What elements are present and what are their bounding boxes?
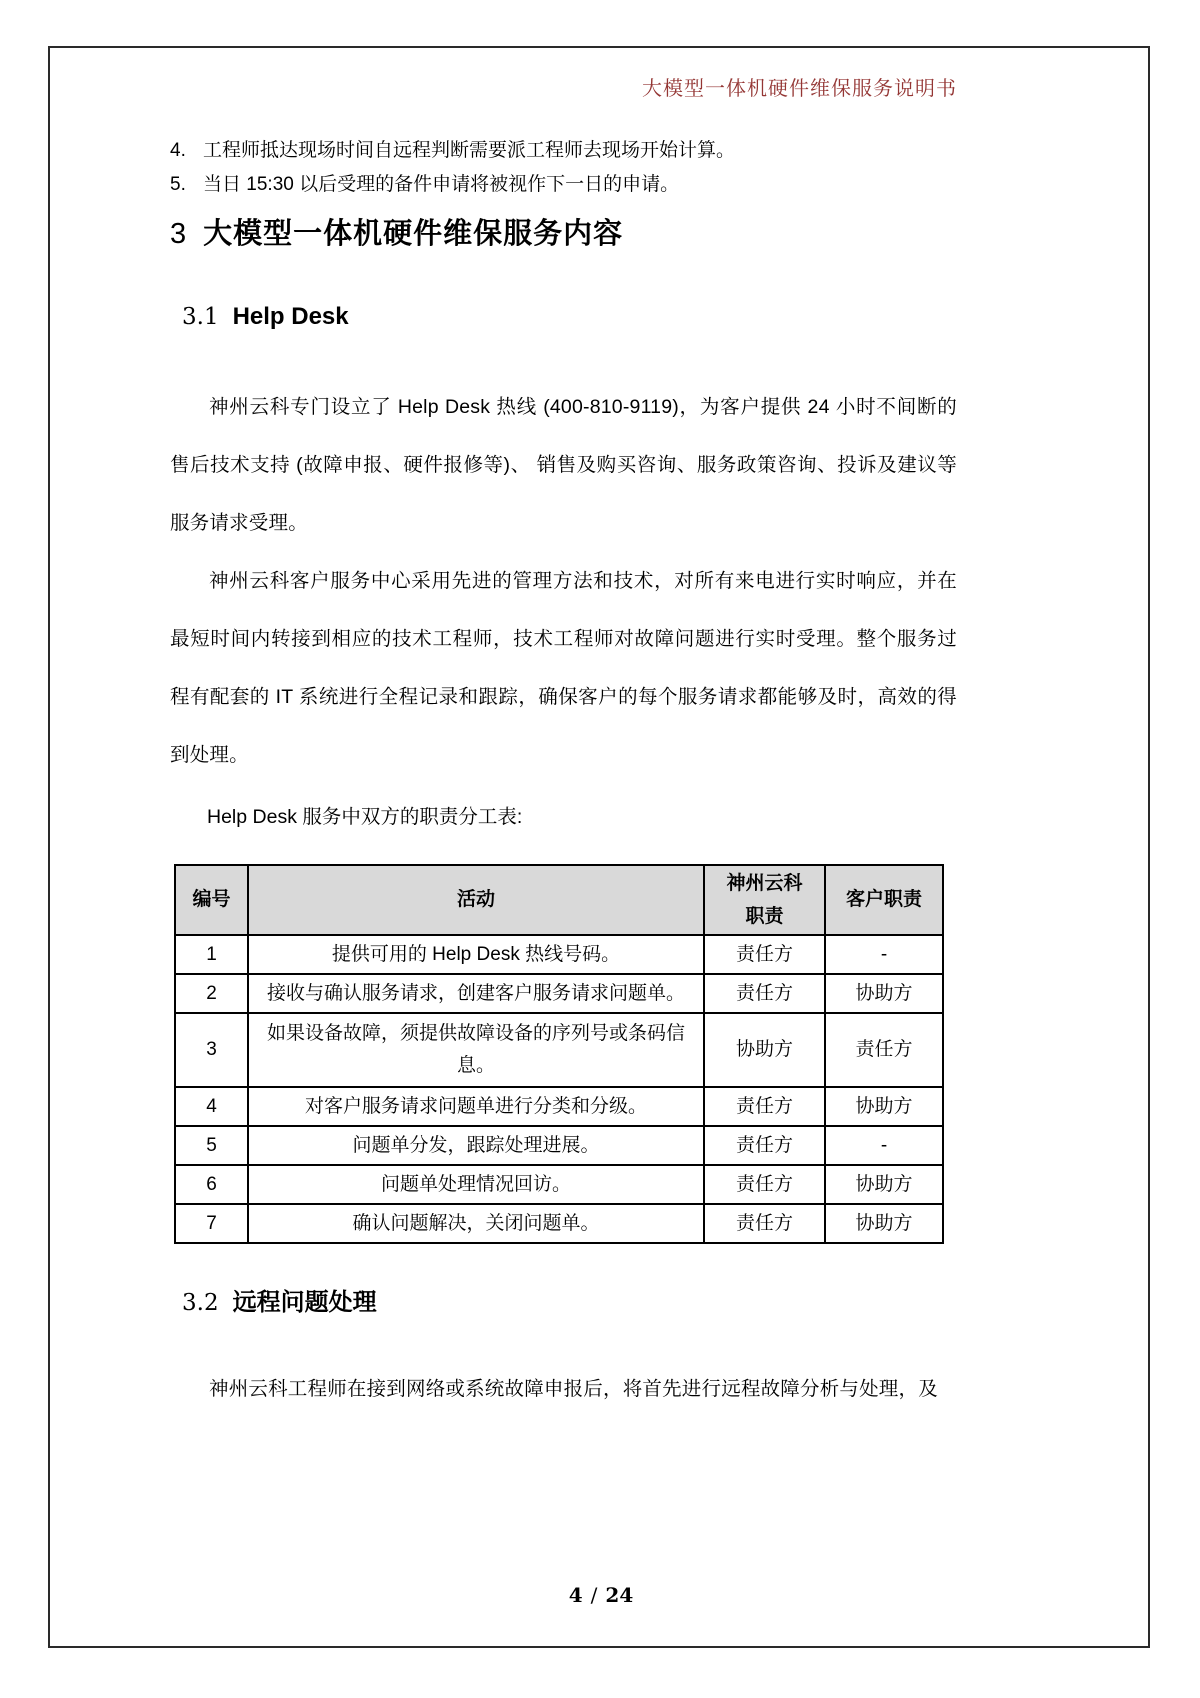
cell-customer-role: - <box>825 935 943 974</box>
section-heading-3-1 <box>170 300 969 334</box>
section-heading-3-2 <box>170 1286 969 1320</box>
cell-customer-role: 协助方 <box>825 1087 943 1126</box>
cell-customer-role: 责任方 <box>825 1013 943 1087</box>
cell-row-number: 1 <box>175 935 248 974</box>
cell-activity: 如果设备故障，须提供故障设备的序列号或条码信息。 <box>248 1013 704 1087</box>
table-row <box>175 974 943 1013</box>
page-number-current: 4 <box>568 1583 583 1607</box>
cell-vendor-role: 协助方 <box>704 1013 825 1087</box>
header-cell-activity: 活动 <box>248 865 704 935</box>
section-title: 远程问题处理 <box>232 1289 377 1316</box>
table-row <box>175 1204 943 1243</box>
header-cell-customer-role: 客户职责 <box>825 865 943 935</box>
cell-customer-role: 协助方 <box>825 1165 943 1204</box>
cell-row-number: 7 <box>175 1204 248 1243</box>
list-item-number: 5. <box>170 174 186 195</box>
paragraph-remote-handling: 神州云科工程师在接到网络或系统故障申报后，将首先进行远程故障分析与处理，及 <box>209 1378 938 1400</box>
cell-activity: 确认问题解决，关闭问题单。 <box>248 1204 704 1243</box>
table-row <box>175 935 943 974</box>
section-title: Help Desk <box>232 303 349 330</box>
section-title: 大模型一体机硬件维保服务内容 <box>203 218 624 250</box>
cell-vendor-role: 责任方 <box>704 1204 825 1243</box>
cell-customer-role: 协助方 <box>825 974 943 1013</box>
cell-row-number: 5 <box>175 1126 248 1165</box>
vendor-role-label: 神州云科 职责 <box>726 873 803 927</box>
list-item <box>170 138 957 164</box>
responsibility-table <box>174 864 944 1244</box>
table-row <box>175 1087 943 1126</box>
cell-customer-role: 协助方 <box>825 1204 943 1243</box>
page-number-total: 24 <box>605 1583 634 1607</box>
table-row <box>175 1165 943 1204</box>
cell-row-number: 3 <box>175 1013 248 1087</box>
page-footer <box>50 1582 1152 1608</box>
responsibility-table-wrapper <box>174 864 942 1244</box>
list-item-text: 工程师抵达现场时间自远程判断需要派工程师去现场开始计算。 <box>203 140 736 161</box>
header-cell-number: 编号 <box>175 865 248 935</box>
cell-row-number: 2 <box>175 974 248 1013</box>
running-header <box>170 74 957 102</box>
cell-row-number: 4 <box>175 1087 248 1126</box>
section-number: 3.1 <box>182 304 219 330</box>
section-heading-3 <box>170 214 957 254</box>
list-item-text: 当日 15:30 以后受理的备件申请将被视作下一日的申请。 <box>203 174 680 195</box>
running-header-title: 大模型一体机硬件维保服务说明书 <box>642 76 957 100</box>
table-header-row <box>175 865 943 935</box>
table-row <box>175 1126 943 1165</box>
cell-vendor-role: 责任方 <box>704 935 825 974</box>
list-item <box>170 172 957 198</box>
cell-activity: 对客户服务请求问题单进行分类和分级。 <box>248 1087 704 1126</box>
cell-vendor-role: 责任方 <box>704 974 825 1013</box>
cell-activity: 提供可用的 Help Desk 热线号码。 <box>248 935 704 974</box>
table-caption: Help Desk 服务中双方的职责分工表: <box>207 806 523 828</box>
list-item-number: 4. <box>170 140 186 161</box>
table-row <box>175 1013 943 1087</box>
paragraph-helpdesk-intro: 神州云科专门设立了 Help Desk 热线 (400-810-9119)，为客户提供 24 小时不间断的售后技术支持 (故障申报、硬件报修等)、 销售及购买咨询、服务政策咨询、投诉及建议等服务请求受理。 <box>170 396 957 534</box>
cell-vendor-role: 责任方 <box>704 1087 825 1126</box>
cell-activity: 问题单分发，跟踪处理进展。 <box>248 1126 704 1165</box>
section-number: 3.2 <box>182 1290 219 1316</box>
cell-row-number: 6 <box>175 1165 248 1204</box>
paragraph-service-center: 神州云科客户服务中心采用先进的管理方法和技术，对所有来电进行实时响应，并在最短时间内转接到相应的技术工程师，技术工程师对故障问题进行实时受理。整个服务过程有配套的 IT 系统进行全程记录和跟踪，确保客户的每个服务请求都能够及时，高效的得到处理。 <box>170 570 957 766</box>
cell-vendor-role: 责任方 <box>704 1165 825 1204</box>
cell-activity: 接收与确认服务请求，创建客户服务请求问题单。 <box>248 974 704 1013</box>
page-number-separator: / <box>590 1583 598 1607</box>
cell-activity: 问题单处理情况回访。 <box>248 1165 704 1204</box>
cell-vendor-role: 责任方 <box>704 1126 825 1165</box>
page-border-frame <box>48 46 1150 1648</box>
cell-customer-role: - <box>825 1126 943 1165</box>
section-number: 3 <box>170 218 187 250</box>
header-cell-vendor-role <box>704 865 825 935</box>
